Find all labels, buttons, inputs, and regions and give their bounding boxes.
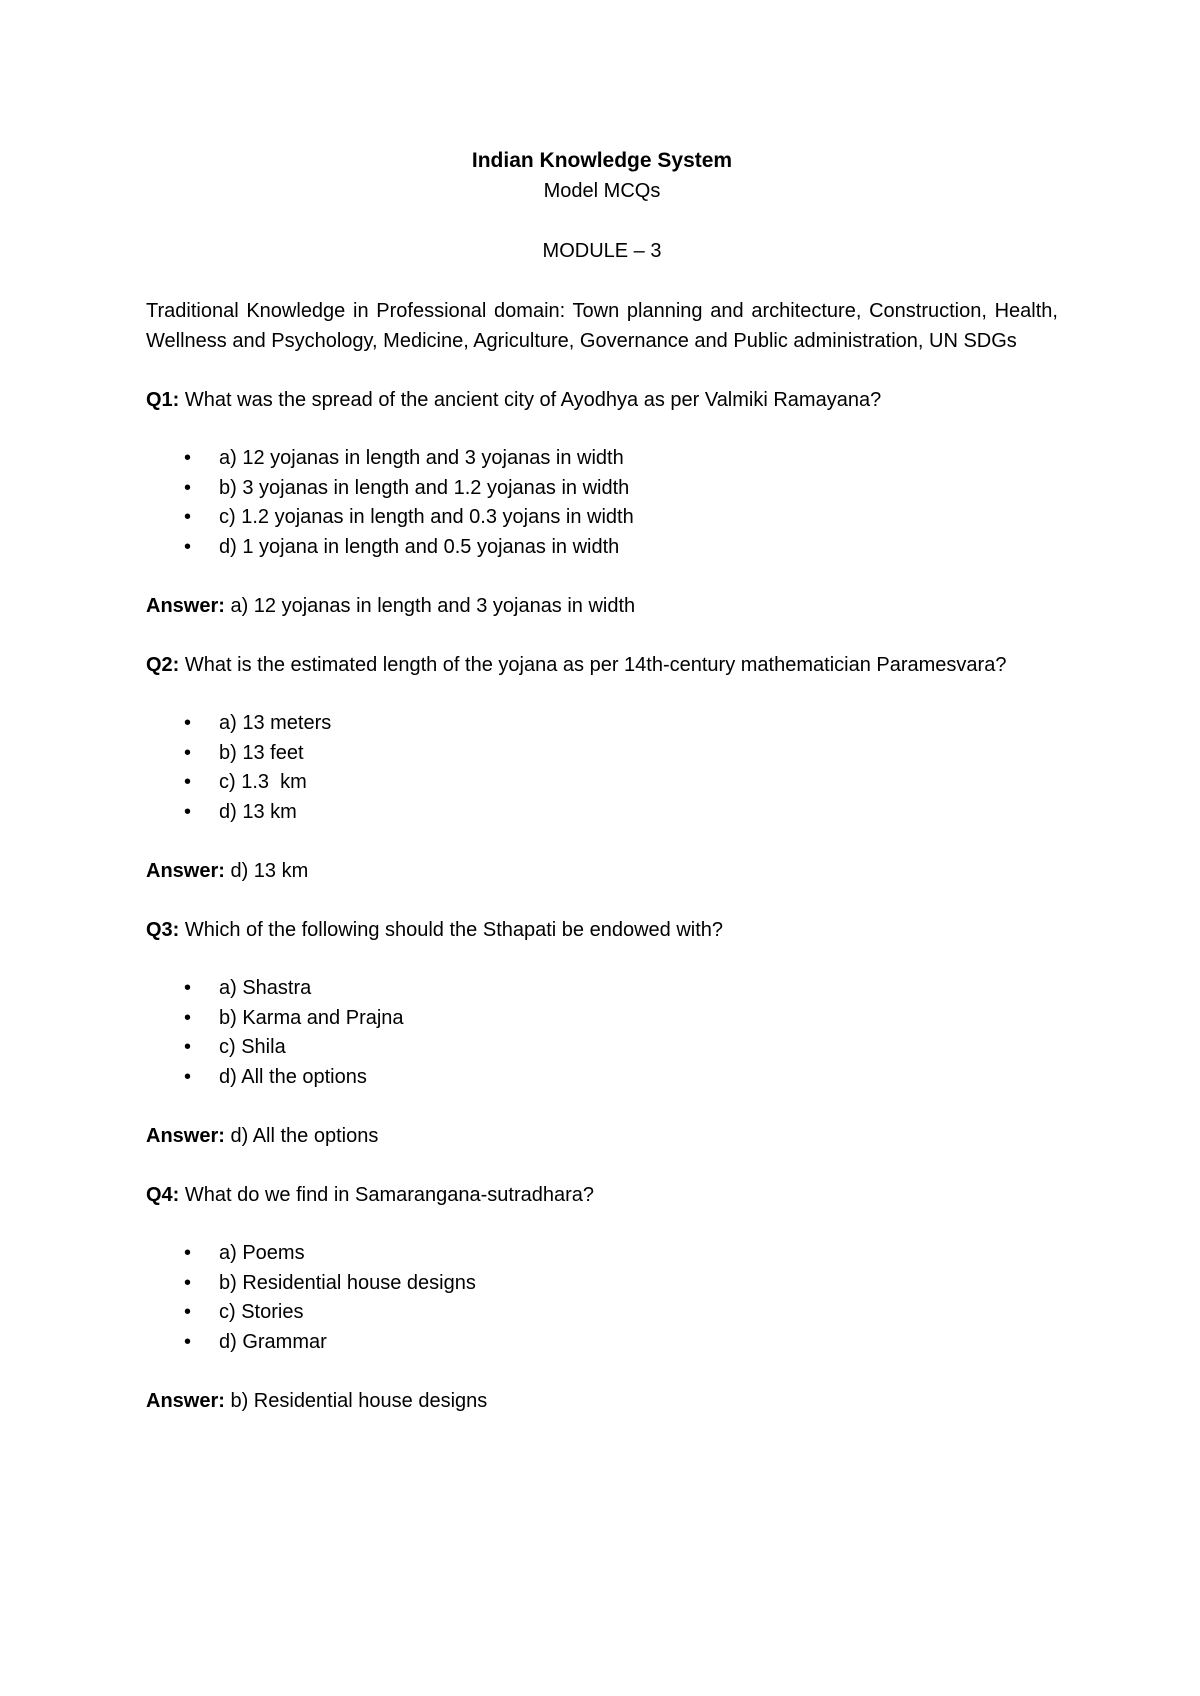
document-body [146,146,1058,1416]
option-text: c) 1.2 yojanas in length and 0.3 yojans in width [219,506,634,528]
option-item [146,1239,1058,1269]
option-text: b) Residential house designs [219,1271,476,1294]
option-item [146,1269,1058,1299]
bullet-icon: • [184,977,192,999]
bullet-icon: • [184,1330,192,1353]
option-item [146,1033,1058,1063]
answer-label: Answer: [146,1390,225,1412]
answer-label: Answer: [146,1125,225,1147]
bullet-icon: • [184,1036,192,1058]
answer-2 [146,856,1058,886]
module-heading: MODULE – 3 [542,240,662,262]
bullet-icon: • [184,1242,192,1264]
answer-label: Answer: [146,595,225,617]
option-item [146,474,1058,504]
option-item [146,1004,1058,1034]
question-text: What was the spread of the ancient city of Ayodhya as per Valmiki Ramayana? [179,389,882,411]
module-intro: Traditional Knowledge in Professional domain: Town planning and architecture, Construction, Health, Wellness and Psychology, Medicine, Agriculture, Governance and Public administration, UN SDGs [146,300,1058,352]
question-text: Which of the following should the Sthapati be endowed with? [179,919,724,941]
option-text: b) 13 feet [219,741,304,764]
option-text: d) Grammar [219,1330,327,1353]
bullet-icon: • [184,741,192,764]
option-text: c) 1.3 km [219,771,307,793]
answer-text: d) 13 km [224,860,309,882]
option-item [146,768,1058,798]
bullet-icon: • [184,1006,192,1029]
bullet-icon: • [184,1271,192,1294]
question-3-options [146,974,1058,1092]
option-text: c) Shila [219,1036,286,1058]
question-4-options [146,1239,1058,1357]
option-text: a) Shastra [219,977,312,999]
bullet-icon: • [184,476,192,499]
option-text: b) 3 yojanas in length and 1.2 yojanas in width [219,476,630,499]
option-item [146,1328,1058,1358]
bullet-icon: • [184,1065,192,1088]
option-text: d) 1 yojana in length and 0.5 yojanas in width [219,535,620,558]
document-subtitle: Model MCQs [543,180,661,202]
option-text: a) 12 yojanas in length and 3 yojanas in width [219,447,624,469]
question-2 [146,650,1058,680]
option-item [146,1298,1058,1328]
question-4 [146,1180,1058,1210]
option-text: a) Poems [219,1242,305,1264]
answer-label: Answer: [146,860,225,882]
question-1 [146,385,1058,415]
question-text: What is the estimated length of the yojana as per 14th-century mathematician Paramesvara? [179,654,1007,676]
option-text: d) 13 km [219,800,297,823]
question-2-options [146,709,1058,827]
option-text: a) 13 meters [219,712,332,734]
document-title: Indian Knowledge System [471,149,733,172]
option-text: b) Karma and Prajna [219,1006,404,1029]
option-item [146,444,1058,474]
bullet-icon: • [184,506,192,528]
answer-text: a) 12 yojanas in length and 3 yojanas in width [224,595,636,617]
question-1-options [146,444,1058,562]
bullet-icon: • [184,771,192,793]
answer-1 [146,591,1058,621]
question-label: Q1: [146,389,180,411]
bullet-icon: • [184,800,192,823]
option-item [146,739,1058,769]
bullet-icon: • [184,535,192,558]
question-text: What do we find in Samarangana-sutradhara? [179,1184,595,1206]
question-label: Q4: [146,1184,180,1206]
option-item [146,974,1058,1004]
option-item [146,798,1058,828]
option-item [146,1063,1058,1093]
answer-text: d) All the options [224,1125,379,1147]
option-item [146,533,1058,563]
bullet-icon: • [184,1301,192,1323]
option-text: c) Stories [219,1301,304,1323]
answer-4 [146,1386,1058,1416]
option-text: d) All the options [219,1065,367,1088]
answer-text: b) Residential house designs [224,1390,488,1412]
question-label: Q3: [146,919,180,941]
question-label: Q2: [146,654,180,676]
option-item [146,503,1058,533]
answer-3 [146,1121,1058,1151]
bullet-icon: • [184,712,192,734]
option-item [146,709,1058,739]
bullet-icon: • [184,447,192,469]
question-3 [146,915,1058,945]
